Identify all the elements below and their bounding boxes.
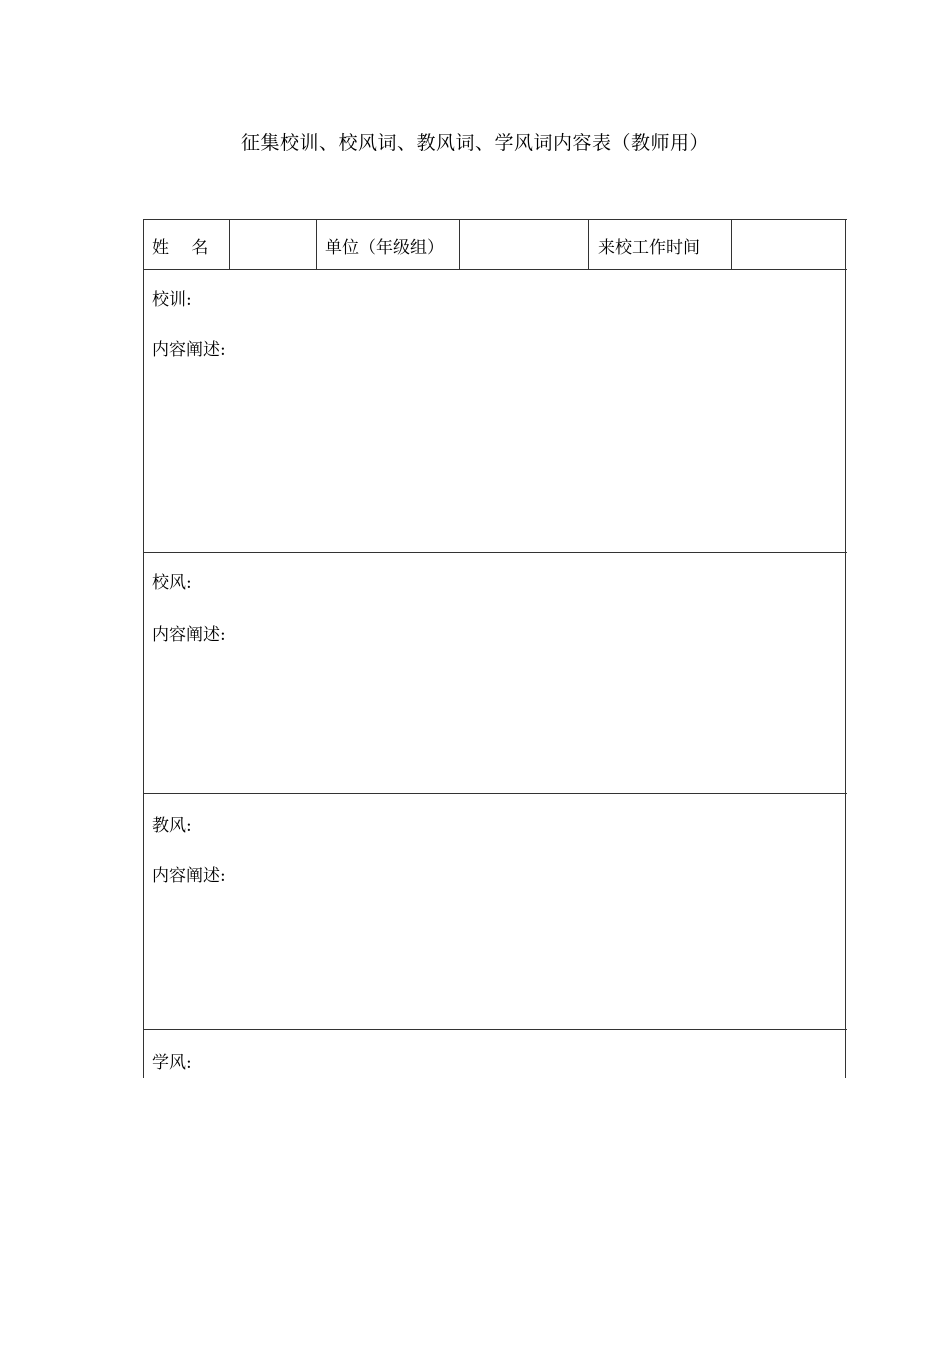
school-spirit-label: 校风:	[152, 573, 192, 593]
name-label: 姓 名	[152, 238, 209, 258]
school-spirit-description-label: 内容阐述:	[152, 625, 226, 645]
table-right-border	[845, 219, 846, 1078]
teaching-style-label: 教风:	[152, 816, 192, 836]
unit-field[interactable]	[461, 221, 587, 268]
work-time-label: 来校工作时间	[598, 238, 700, 258]
form-table	[143, 219, 847, 1078]
motto-answer-area[interactable]	[145, 271, 844, 551]
work-time-field[interactable]	[733, 221, 844, 268]
school-spirit-answer-area[interactable]	[145, 554, 844, 792]
motto-description-label: 内容阐述:	[152, 340, 226, 360]
teaching-style-answer-area[interactable]	[145, 795, 844, 1028]
page-title: 征集校训、校风词、教风词、学风词内容表（教师用）	[240, 132, 709, 154]
teaching-style-description-label: 内容阐述:	[152, 866, 226, 886]
study-style-answer-area[interactable]	[145, 1031, 844, 1078]
motto-label: 校训:	[152, 290, 192, 310]
header-divider	[588, 219, 589, 270]
name-field[interactable]	[231, 221, 315, 268]
unit-label: 单位（年级组）	[325, 238, 444, 258]
study-style-label: 学风:	[152, 1053, 192, 1073]
header-divider	[316, 219, 317, 270]
